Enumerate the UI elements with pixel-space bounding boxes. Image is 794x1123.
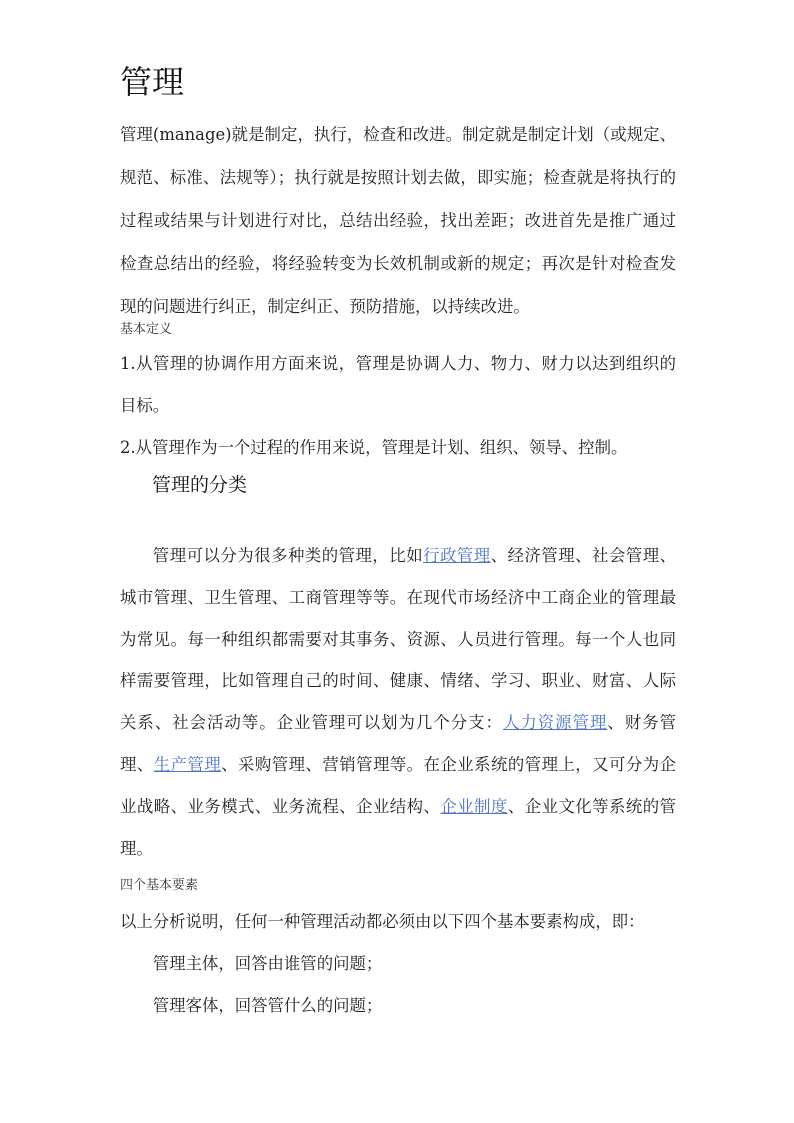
classification-text-5: 、企业文化等系统的管理。 xyxy=(120,796,677,858)
page-title: 管理 xyxy=(120,63,185,101)
four-elements-heading: 四个基本要素 xyxy=(120,878,199,893)
link-production-management[interactable]: 生产管理 xyxy=(153,754,222,774)
basic-definition-heading: 基本定义 xyxy=(120,322,173,337)
link-human-resource-management[interactable]: 人力资源管理 xyxy=(502,713,608,733)
classification-text-1: 管理可以分为很多种类的管理，比如 xyxy=(152,546,424,565)
link-enterprise-system[interactable]: 企业制度 xyxy=(440,796,508,816)
classification-heading: 管理的分类 xyxy=(152,474,248,496)
intro-paragraph: 管理(manage)就是制定，执行，检查和改进。制定就是制定计划（或规定、规范、标准、法规等）；执行就是按照计划去做，即实施；检查就是将执行的过程或结果与计划进行对比，总结出经验，找出差距；改进首先是推广通过检查总结出的经验，将经验转变为长效机制或新的规定；再次是针对检查发现的问题进行纠正，制定纠正、预防措施，以持续改进。 xyxy=(120,125,676,316)
classification-paragraph xyxy=(120,535,676,869)
link-administrative-management[interactable]: 行政管理 xyxy=(423,546,491,565)
classification-text-3: 、财务管理、 xyxy=(120,713,677,774)
four-elements-intro: 以上分析说明，任何一种管理活动都必须由以下四个基本要素构成，即： xyxy=(120,912,645,931)
element-item-2: 管理客体，回答管什么的问题； xyxy=(152,996,383,1015)
four-elements-section xyxy=(120,901,676,1027)
classification-text-4: 、采购管理、营销管理等。在企业系统的管理上，又可分为企业战略、业务模式、业务流程、企业结构、 xyxy=(120,754,677,816)
definition-item-2: 2.从管理作为一个过程的作用来说，管理是计划、组织、领导、控制。 xyxy=(120,438,628,457)
element-item-1: 管理主体，回答由谁管的问题； xyxy=(152,954,383,973)
definition-item-1: 1.从管理的协调作用方面来说，管理是协调人力、物力、财力以达到组织的目标。 xyxy=(120,354,676,415)
classification-text-2: 、经济管理、社会管理、城市管理、卫生管理、工商管理等等。在现代市场经济中工商企业的管理最为常见。每一种组织都需要对其事务、资源、人员进行管理。每一个人也同样需要管理，比如管理自己的时间、健康、情绪、学习、职业、财富、人际关系、社会活动等。企业管理可以划为几个分支： xyxy=(120,546,677,733)
basic-definition-list xyxy=(120,343,676,469)
